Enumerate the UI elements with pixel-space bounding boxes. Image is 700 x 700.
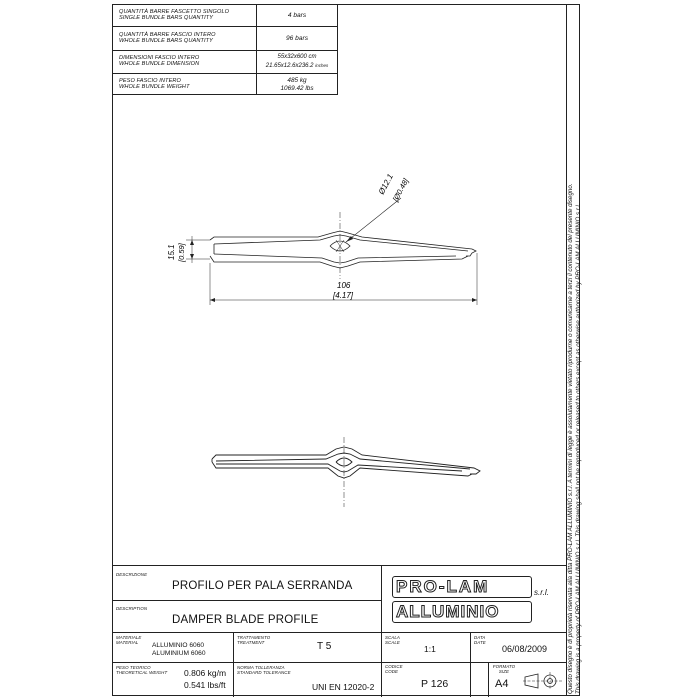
title-block-divider [233, 632, 234, 697]
logo-line1: PRO-LAM [396, 577, 490, 596]
title-block-rule [112, 600, 381, 601]
diameter-leader [346, 198, 401, 242]
diameter-label-mm: Ø12.1 [376, 172, 395, 196]
descrizione-label: DESCRIZIONE [116, 572, 148, 577]
height-dimension [186, 236, 210, 263]
date-label: DATA DATE [474, 635, 486, 645]
height-label-mm: 15.1 [167, 244, 176, 260]
description-label: DESCRIPTION [116, 606, 148, 611]
title-en: DAMPER BLADE PROFILE [172, 614, 319, 626]
title-block-rule [112, 662, 566, 663]
tolerance-value: UNI EN 12020-2 [312, 682, 375, 692]
title-it: PROFILO PER PALA SERRANDA [172, 580, 353, 592]
bundle-row-label: QUANTITÀ BARRE FASCETTO SINGOLO SINGLE BUNDLE BARS QUANTITY [119, 9, 230, 22]
scale-label: SCALA SCALE [385, 635, 400, 645]
profile-section-lower [212, 447, 480, 478]
company-logo [388, 574, 564, 628]
bundle-row-value: 485 kg 1069.42 lbs [280, 77, 314, 92]
weight-value: 0.806 kg/m 0.541 lbs/ft [184, 668, 227, 690]
title-block-divider [381, 662, 382, 697]
projection-symbol-icon [522, 669, 564, 693]
code-label: CODICE CODE [385, 664, 403, 674]
logo-suffix: s.r.l. [534, 588, 549, 597]
weight-label: PESO TEORICO THEORETICAL WEIGHT [116, 665, 168, 675]
bundle-row-value: 55x32x600 cm 21.65x12.6x236.2 inches [265, 54, 329, 69]
title-block-rule [112, 632, 566, 633]
profile-section-upper [210, 231, 476, 268]
scale-value: 1:1 [424, 644, 436, 654]
width-label-in: [4.17] [333, 291, 354, 300]
bundle-row-value: 96 bars [286, 35, 308, 42]
treatment-label: TRATTAMENTO TREATMENT [237, 635, 271, 645]
format-label: FORMATO SIZE [492, 664, 516, 674]
title-block-divider [488, 662, 489, 697]
bundle-row-value: 4 bars [287, 12, 307, 19]
date-value: 06/08/2009 [502, 644, 548, 654]
logo-line2: ALLUMINIO [396, 602, 500, 621]
height-label-in: [0.59] [177, 243, 186, 262]
material-value: ALLUMINIO 6060 ALUMINIUM 6060 [152, 642, 206, 657]
treatment-value: T 5 [317, 641, 332, 652]
bundle-row-label: QUANTITÀ BARRE FASCIO INTERO WHOLE BUNDLE BARS QUANTITY [119, 32, 216, 45]
title-block-divider [381, 566, 382, 662]
tolerance-label: NORMA TOLLERANZA STANDARD TOLERANCE [237, 665, 291, 675]
material-label: MATERIALE MATERIAL [116, 635, 142, 645]
format-value: A4 [495, 678, 509, 690]
title-block [112, 565, 566, 697]
title-block-divider [470, 632, 471, 697]
width-label-mm: 106 [337, 281, 351, 290]
diameter-label-in: [Ø0.48] [390, 176, 411, 203]
bundle-row-label: DIMENSIONI FASCIO INTERO WHOLE BUNDLE DIMENSION [119, 55, 200, 68]
code-value: P 126 [421, 678, 449, 690]
bundle-row-label: PESO FASCIO INTERO WHOLE BUNDLE WEIGHT [119, 78, 190, 91]
copyright-notice: Questo disegno è di proprietà riservata alla ditta PRO-LAM ALLUMINIO s.r.l. A termini di legge è assolutamente vietato riprodurne o comunicarne a terzi il contenuto del presente disegno. This drawing is a property of PRO-LAM ALLUMINIO s.r.l. This drawing shall not be reproduced or released to others except as otherwise authorized by PRO-LAM ALLUMINIO s.r.l. [567, 183, 582, 694]
